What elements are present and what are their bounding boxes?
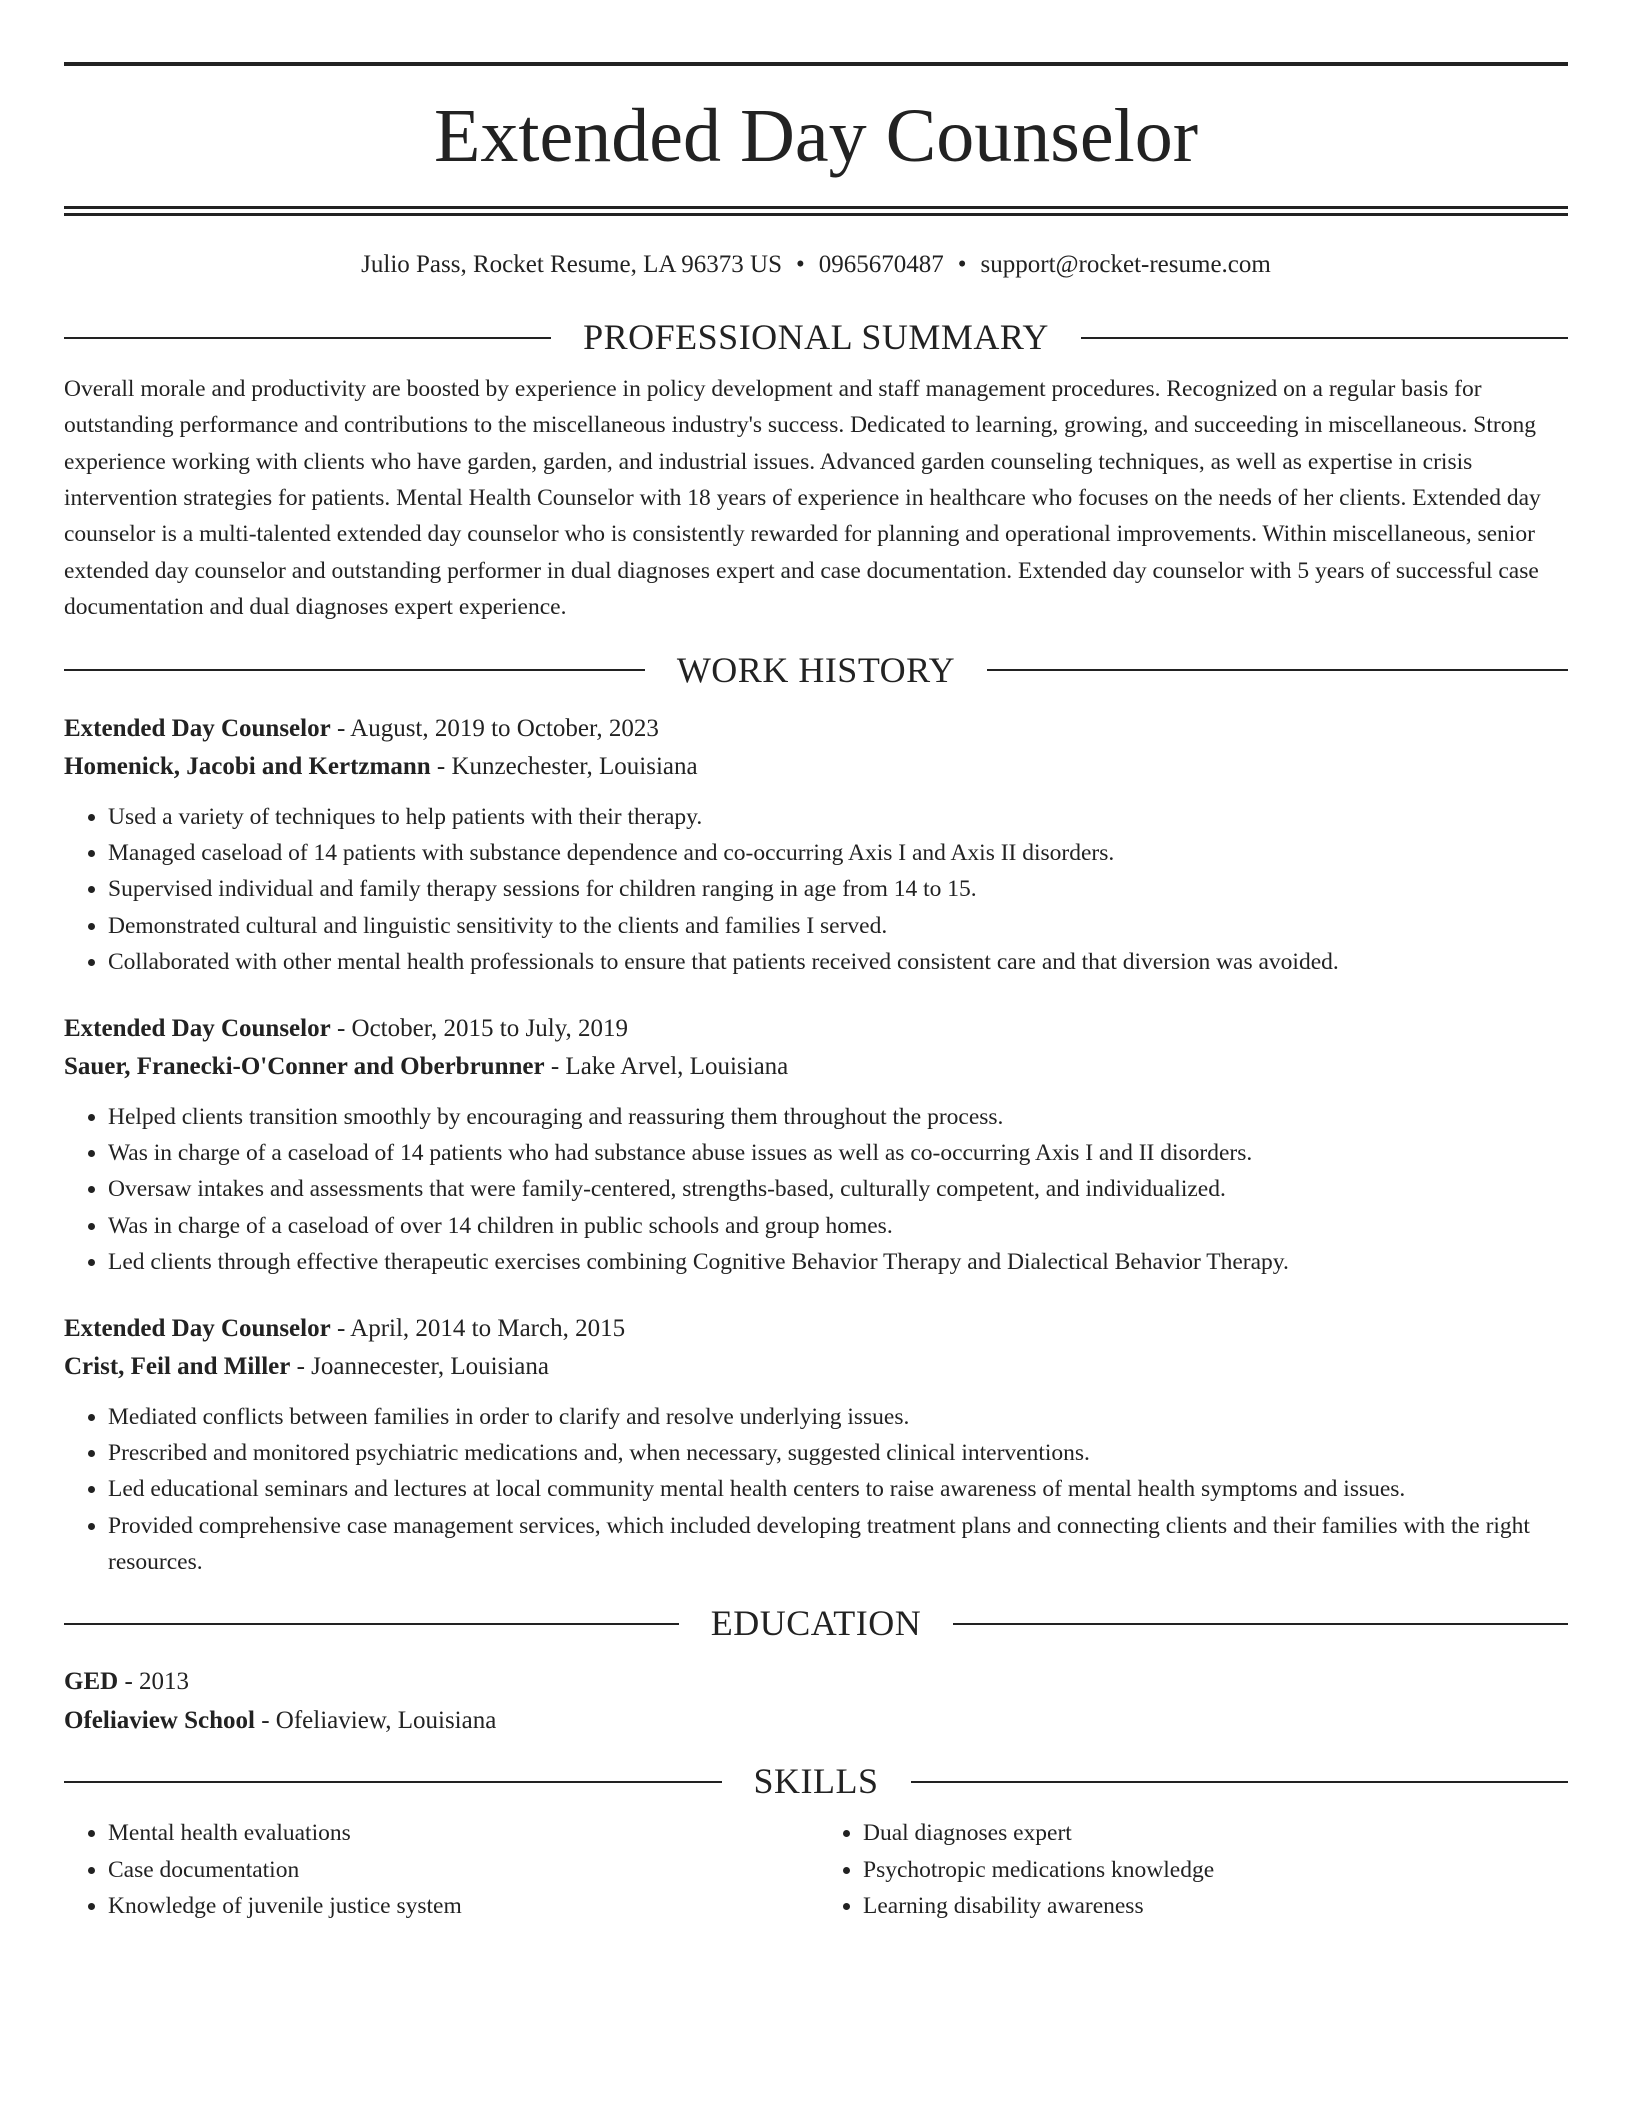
summary-heading: [64, 316, 1568, 359]
job-entry-3: [64, 1310, 1568, 1580]
school-name: Ofeliaview School: [64, 1706, 255, 1734]
section-title: SKILLS: [753, 1761, 879, 1802]
job-title: Extended Day Counselor: [64, 1314, 331, 1342]
work-heading: [64, 649, 1568, 692]
list-item: • Led clients through effective therapeutic exercises combining Cognitive Behavior Therapy and Dialectical Behavior Therapy.: [108, 1244, 1568, 1280]
list-item: • Case documentation: [108, 1852, 813, 1888]
title-double-rule: [64, 206, 1568, 216]
contact-phone: 0965670487: [818, 251, 944, 278]
list-item: • Provided comprehensive case management services, which included developing treatment plans and connecting clients and their families with the right resources.: [108, 1508, 1568, 1580]
education-heading: [64, 1602, 1568, 1645]
job-title-line: [64, 710, 1568, 749]
heading-rule-left: [64, 337, 551, 339]
list-item: • Oversaw intakes and assessments that were family-centered, strengths-based, culturally competent, and individualized.: [108, 1171, 1568, 1207]
heading-rule-right: [987, 669, 1568, 671]
top-rule: [64, 62, 1568, 66]
job-dates: - August, 2019 to October, 2023: [330, 714, 659, 742]
list-item: • Prescribed and monitored psychiatric medications and, when necessary, suggested clinical interventions.: [108, 1435, 1568, 1471]
job-bullets: [64, 1399, 1568, 1580]
heading-rule-right: [911, 1781, 1569, 1783]
job-title-line: [64, 1010, 1568, 1049]
resume-title: Extended Day Counselor: [433, 94, 1199, 178]
job-location: - Joannecester, Louisiana: [290, 1353, 549, 1381]
list-item: • Psychotropic medications knowledge: [863, 1852, 1568, 1888]
heading-rule-left: [64, 1781, 722, 1783]
list-item: • Supervised individual and family therapy sessions for children ranging in age from 14 to 15.: [108, 871, 1568, 907]
job-dates: - April, 2014 to March, 2015: [330, 1314, 626, 1342]
job-bullets: [64, 1099, 1568, 1280]
job-company-line: [64, 748, 1568, 787]
heading-rule-left: [64, 1623, 679, 1625]
contact-email: support@rocket-resume.com: [980, 251, 1271, 278]
list-item: • Helped clients transition smoothly by encouraging and reassuring them throughout the process.: [108, 1099, 1568, 1135]
job-title: Extended Day Counselor: [64, 714, 331, 742]
school-line: [64, 1702, 1568, 1741]
list-item: • Mental health evaluations: [108, 1815, 813, 1851]
list-item: • Led educational seminars and lectures at local community mental health centers to raise awareness of mental health symptoms and issues.: [108, 1471, 1568, 1507]
list-item: • Used a variety of techniques to help patients with their therapy.: [108, 799, 1568, 835]
section-title: EDUCATION: [710, 1603, 922, 1643]
heading-rule-left: [64, 669, 645, 671]
job-location: - Kunzechester, Louisiana: [430, 753, 698, 781]
job-company-line: [64, 1348, 1568, 1387]
section-title: WORK HISTORY: [676, 649, 956, 690]
contact-separator: •: [796, 251, 805, 278]
list-item: • Knowledge of juvenile justice system: [108, 1888, 813, 1924]
contact-address: Julio Pass, Rocket Resume, LA 96373 US: [361, 251, 782, 278]
job-company-line: [64, 1048, 1568, 1087]
school-location: - Ofeliaview, Louisiana: [254, 1706, 497, 1734]
summary-text: Overall morale and productivity are boosted by experience in policy development and staff management procedures. Recognized on a regular basis for outstanding performance and contributions to the miscellaneous industry's success. Dedicated to learning, growing, and succeeding in miscellaneous. Strong experience working with clients who have garden, garden, and industrial issues. Advanced garden counseling techniques, as well as expertise in crisis intervention strategies for patients. Mental Health Counselor with 18 years of experience in healthcare who focuses on the needs of her clients. Extended day counselor is a multi-talented extended day counselor who is consistently rewarded for planning and operational improvements. Within miscellaneous, senior extended day counselor and outstanding performer in dual diagnoses expert and case documentation. Extended day counselor with 5 years of successful case documentation and dual diagnoses expert experience.: [64, 376, 1541, 620]
skills-column-right: [813, 1815, 1568, 1924]
contact-separator: •: [957, 251, 967, 278]
job-entry-2: [64, 1010, 1568, 1280]
skills-list: [64, 1815, 1568, 1924]
list-item: • Dual diagnoses expert: [863, 1815, 1568, 1851]
list-item: • Learning disability awareness: [863, 1888, 1568, 1924]
list-item: • Managed caseload of 14 patients with substance dependence and co-occurring Axis I and Axis II disorders.: [108, 835, 1568, 871]
job-entry-1: [64, 710, 1568, 980]
degree-year: - 2013: [118, 1668, 190, 1696]
job-title-line: [64, 1310, 1568, 1349]
degree-line: [64, 1663, 1568, 1702]
list-item: • Demonstrated cultural and linguistic sensitivity to the clients and families I served.: [108, 908, 1568, 944]
job-bullets: [64, 799, 1568, 980]
section-title: PROFESSIONAL SUMMARY: [583, 317, 1049, 357]
job-dates: - October, 2015 to July, 2019: [330, 1014, 629, 1042]
job-title: Extended Day Counselor: [64, 1014, 331, 1042]
list-item: • Mediated conflicts between families in order to clarify and resolve underlying issues.: [108, 1399, 1568, 1435]
degree: GED: [64, 1668, 119, 1696]
skills-column-left: [64, 1815, 813, 1924]
list-item: • Collaborated with other mental health professionals to ensure that patients received consistent care and that diversion was avoided.: [108, 944, 1568, 980]
list-item: • Was in charge of a caseload of over 14 children in public schools and group homes.: [108, 1208, 1568, 1244]
education-entry: [64, 1663, 1568, 1740]
resume-page: [64, 62, 1568, 1924]
job-company: Sauer, Franecki-O'Conner and Oberbrunner: [64, 1053, 545, 1081]
skills-heading: [64, 1760, 1568, 1803]
job-company: Homenick, Jacobi and Kertzmann: [64, 753, 431, 781]
contact-line: [64, 250, 1568, 280]
heading-rule-right: [953, 1623, 1568, 1625]
job-company: Crist, Feil and Miller: [64, 1353, 291, 1381]
list-item: • Was in charge of a caseload of 14 patients who had substance abuse issues as well as co-occurring Axis I and II disorders.: [108, 1135, 1568, 1171]
job-location: - Lake Arvel, Louisiana: [544, 1053, 789, 1081]
heading-rule-right: [1081, 337, 1568, 339]
